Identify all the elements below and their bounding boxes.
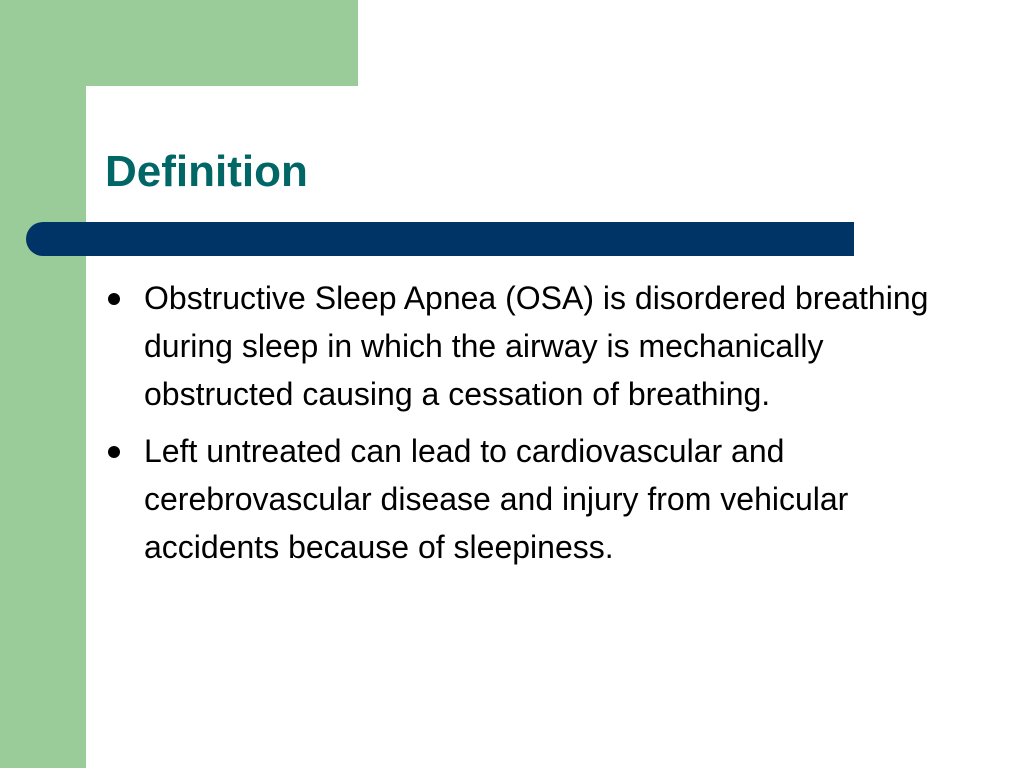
bullet-dot-icon — [108, 293, 120, 305]
bullet-item — [104, 274, 954, 418]
bullet-dot-icon — [108, 446, 120, 458]
bullet-item — [104, 427, 954, 571]
bullet-list — [104, 274, 954, 580]
bullet-text: Left untreated can lead to cardiovascular and cerebrovascular disease and injury from vehicular accidents because of sleepiness. — [144, 433, 849, 565]
bullet-text: Obstructive Sleep Apnea (OSA) is disordered breathing during sleep in which the airway is mechanically obstructed causing a cessation of breathing. — [144, 280, 929, 412]
green-accent-side — [0, 0, 86, 768]
title-underline-bar — [26, 222, 854, 256]
slide-title: Definition — [105, 147, 308, 196]
